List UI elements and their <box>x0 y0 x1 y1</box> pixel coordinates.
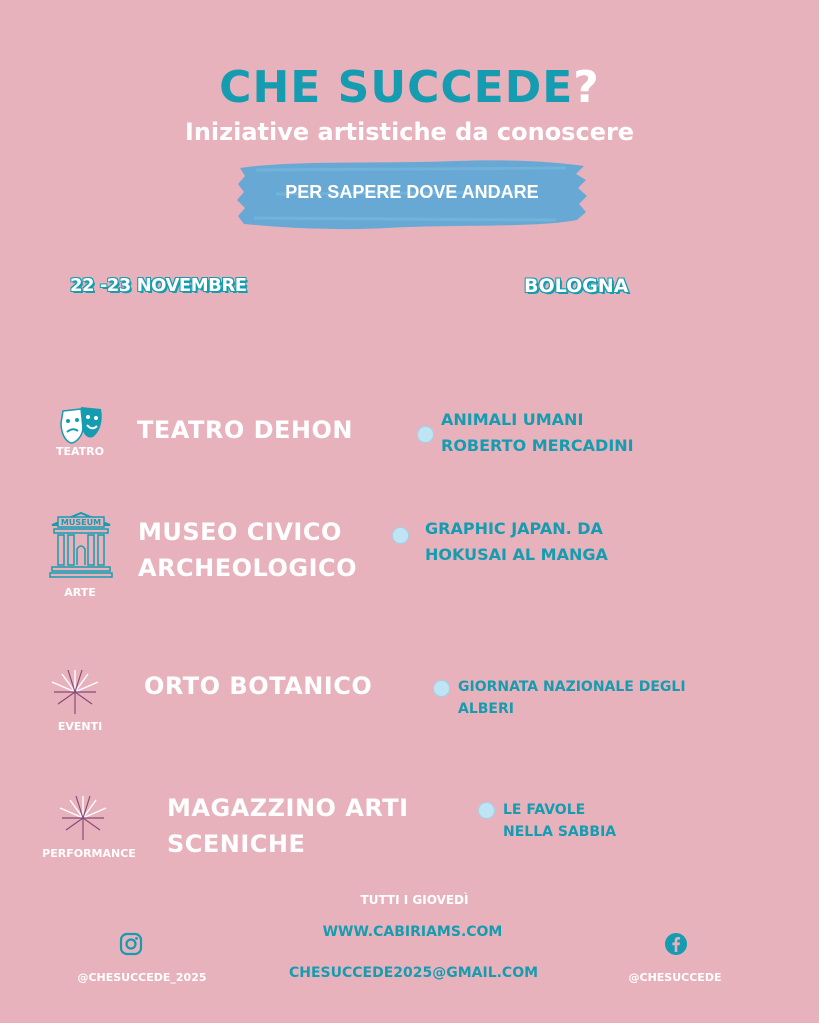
venue-orto-botanico <box>144 668 372 704</box>
website-link[interactable]: WWW.CABIRIAMS.COM <box>322 924 503 940</box>
event-line: GRAPHIC JAPAN. DA <box>425 519 603 538</box>
title-question-mark: ? <box>573 62 600 113</box>
venue-teatro-dehon <box>137 412 353 448</box>
page-title <box>0 62 819 113</box>
fireworks-icon <box>56 792 110 842</box>
bullet-dot <box>417 426 434 443</box>
schedule-text: TUTTI I GIOVEDÌ <box>360 893 469 907</box>
event-line: NELLA SABBIA <box>503 824 617 840</box>
event-line: ALBERI <box>458 701 514 717</box>
event-favole-sabbia <box>503 799 616 843</box>
venue-line: ARCHEOLOGICO <box>138 554 358 582</box>
event-animali-umani <box>441 407 634 459</box>
email-link[interactable]: CHESUCCEDE2025@GMAIL.COM <box>288 965 539 981</box>
venue-line: SCENICHE <box>167 830 306 858</box>
event-line: ROBERTO MERCADINI <box>441 436 634 455</box>
venue-line: TEATRO DEHON <box>137 416 353 444</box>
category-label-teatro: TEATRO <box>55 445 104 458</box>
instagram-handle[interactable]: @CHESUCCEDE_2025 <box>77 971 207 984</box>
page-subtitle: Iniziative artistiche da conoscere <box>184 118 635 146</box>
fireworks-icon <box>48 666 102 716</box>
event-city: BOLOGNA <box>524 275 629 297</box>
venue-line: MUSEO CIVICO <box>138 518 342 546</box>
event-graphic-japan <box>425 516 608 568</box>
category-label-arte: ARTE <box>64 586 96 599</box>
event-line: ANIMALI UMANI <box>441 410 584 429</box>
theater-masks-icon <box>55 405 111 445</box>
museum-icon-text: MUSEUM <box>60 518 102 527</box>
venue-line: MAGAZZINO ARTI <box>167 794 409 822</box>
facebook-icon[interactable] <box>664 932 688 956</box>
event-line: GIORNATA NAZIONALE DEGLI <box>458 679 686 695</box>
event-date: 22 -23 NOVEMBRE <box>70 275 247 296</box>
museum-icon <box>48 511 114 579</box>
title-text: CHE SUCCEDE <box>219 62 574 113</box>
bullet-dot <box>392 527 409 544</box>
bullet-dot <box>433 680 450 697</box>
venue-line: ORTO BOTANICO <box>144 672 373 700</box>
instagram-icon[interactable] <box>119 932 143 956</box>
banner-label: PER SAPERE DOVE ANDARE <box>285 182 539 202</box>
venue-magazzino-arti <box>167 790 409 862</box>
event-giornata-alberi <box>458 676 686 720</box>
bullet-dot <box>478 802 495 819</box>
facebook-handle[interactable]: @CHESUCCEDE <box>628 971 722 984</box>
category-label-eventi: EVENTI <box>57 720 103 733</box>
event-line: HOKUSAI AL MANGA <box>425 545 608 564</box>
venue-museo-civico <box>138 514 357 586</box>
category-label-performance: PERFORMANCE <box>42 847 136 860</box>
event-line: LE FAVOLE <box>503 802 586 818</box>
